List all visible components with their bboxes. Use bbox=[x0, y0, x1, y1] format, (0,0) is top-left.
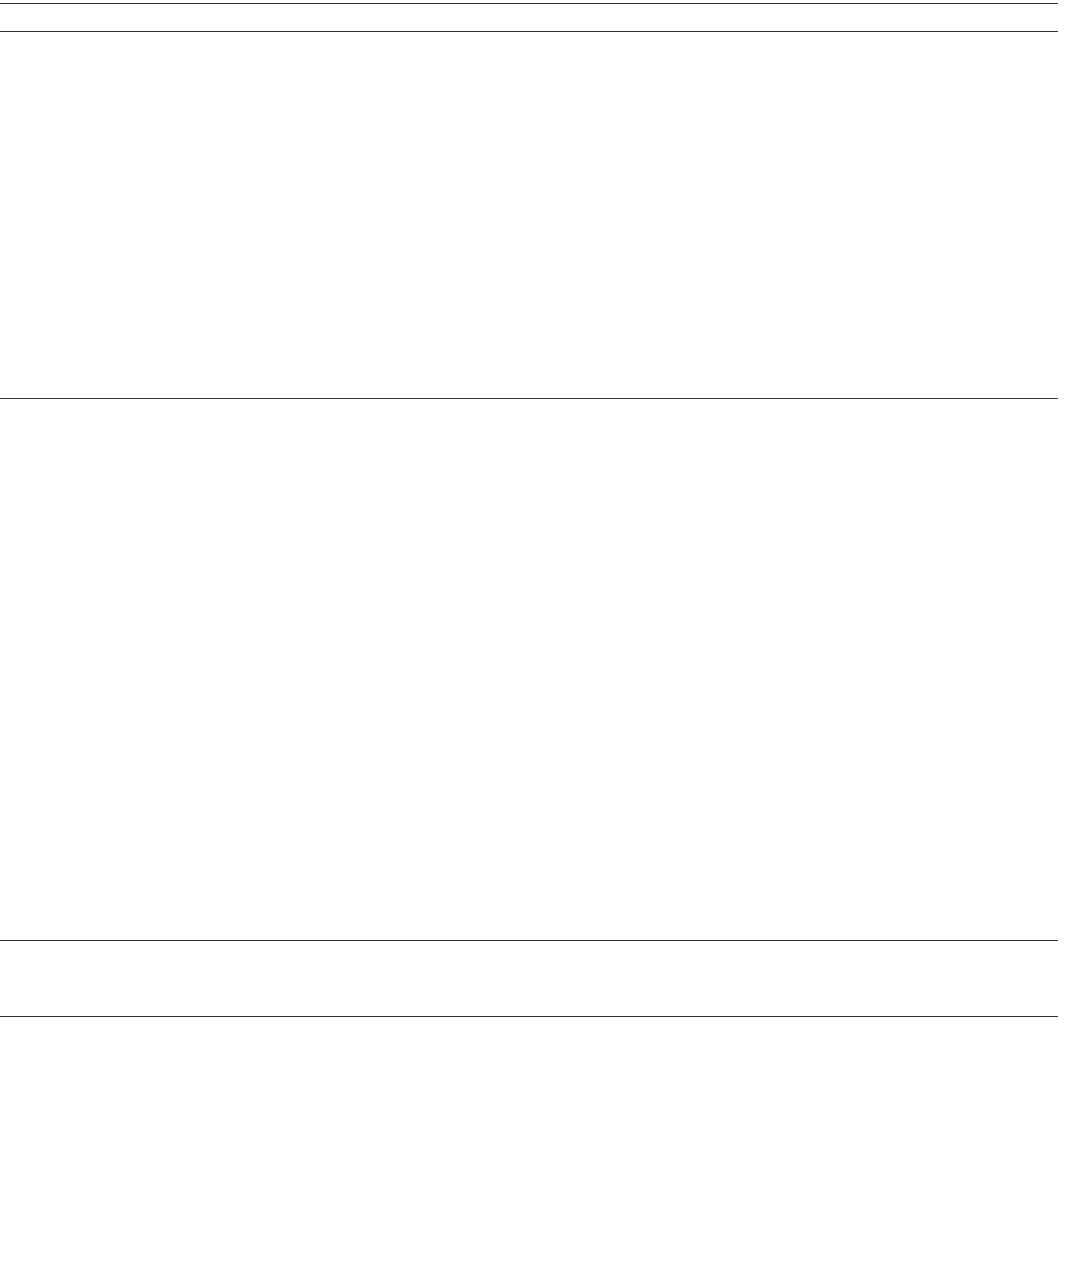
rule-header bbox=[0, 31, 1058, 32]
rule-total bbox=[0, 940, 1058, 941]
rule-section bbox=[0, 398, 1058, 399]
rule-top bbox=[0, 3, 1058, 4]
rule-bottom bbox=[0, 1016, 1058, 1017]
